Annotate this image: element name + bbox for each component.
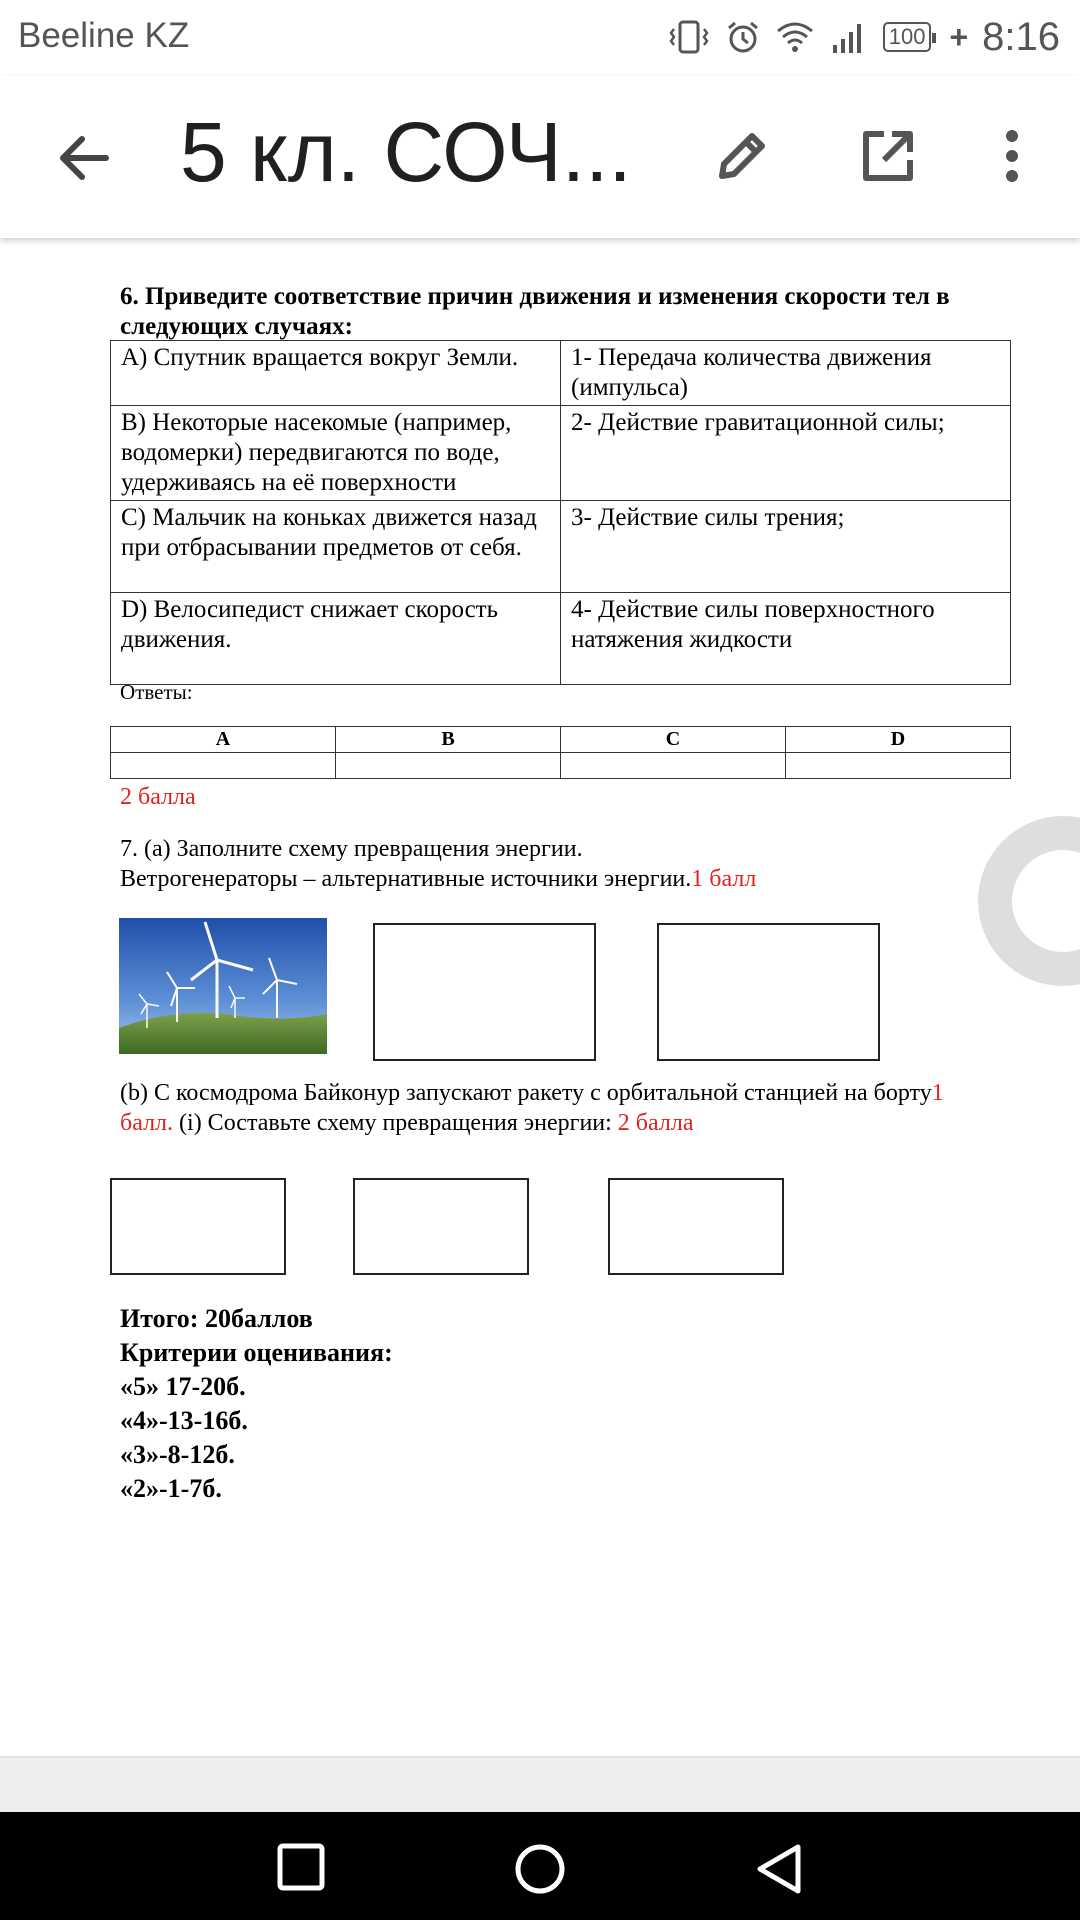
table-row bbox=[111, 501, 1011, 593]
charging-plus-icon: + bbox=[949, 18, 969, 55]
q7b-points1: 1 балл. bbox=[120, 1080, 944, 1136]
q6-points: 2 балла bbox=[120, 784, 196, 810]
total-points: Итого: 20баллов bbox=[120, 1304, 313, 1333]
answer-header: C bbox=[561, 727, 786, 753]
q7b-text2: (i) Составьте схему превращения энергии: bbox=[173, 1110, 618, 1136]
answer-cell bbox=[561, 753, 786, 779]
answer-cell bbox=[111, 753, 336, 779]
q7a-line2: Ветрогенераторы – альтернативные источники энергии. bbox=[120, 866, 692, 892]
match-right-cell: 1- Передача количества движения (импульса) bbox=[561, 341, 1011, 406]
match-left-cell: A) Спутник вращается вокруг Земли. bbox=[111, 341, 561, 406]
home-circle-icon[interactable] bbox=[513, 1842, 567, 1896]
answer-cell bbox=[336, 753, 561, 779]
criteria-title: Критерии оценивания: bbox=[120, 1338, 393, 1367]
alarm-icon bbox=[725, 19, 761, 55]
energy-scheme-box-b2 bbox=[353, 1178, 529, 1275]
matching-table bbox=[110, 340, 1011, 685]
q7a-points: 1 балл bbox=[691, 866, 757, 892]
carrier-name: Beeline KZ bbox=[18, 16, 190, 55]
page-bottom-gutter bbox=[0, 1756, 1080, 1812]
criteria-item: «5» 17-20б. bbox=[120, 1372, 246, 1401]
match-left-cell: C) Мальчик на коньках движется назад при отбрасывании предметов от себя. bbox=[111, 501, 561, 593]
answers-table bbox=[110, 726, 1011, 779]
match-right-cell: 3- Действие силы трения; bbox=[561, 501, 1011, 593]
match-left-cell: D) Велосипедист снижает скорость движения. bbox=[111, 593, 561, 685]
back-arrow-icon[interactable] bbox=[52, 126, 116, 190]
table-row bbox=[111, 593, 1011, 685]
battery-icon: 100 bbox=[883, 22, 932, 52]
criteria-item: «3»-8-12б. bbox=[120, 1440, 235, 1469]
criteria-item: «4»-13-16б. bbox=[120, 1406, 248, 1435]
table-row bbox=[111, 753, 1011, 779]
energy-scheme-box-b1 bbox=[110, 1178, 286, 1275]
document-title: 5 кл. СОЧ... bbox=[180, 105, 632, 199]
question-7a bbox=[120, 834, 1020, 894]
wind-turbines-image bbox=[119, 918, 327, 1054]
q7b-points2: 2 балла bbox=[617, 1110, 694, 1136]
answers-label: Ответы: bbox=[120, 680, 193, 704]
question-6-title: 6. Приведите соответствие причин движения и изменения скорости тел в следующих случаях: bbox=[120, 283, 950, 340]
status-icons bbox=[667, 12, 1060, 62]
app-bar bbox=[0, 76, 1080, 238]
match-right-cell: 2- Действие гравитационной силы; bbox=[561, 406, 1011, 501]
open-external-icon[interactable] bbox=[856, 124, 920, 188]
table-row bbox=[111, 406, 1011, 501]
match-right-cell: 4- Действие силы поверхностного натяжения жидкости bbox=[561, 593, 1011, 685]
q7a-line2-wrap bbox=[120, 864, 1020, 894]
criteria-item: «2»-1-7б. bbox=[120, 1474, 222, 1503]
answer-header: D bbox=[786, 727, 1011, 753]
more-vert-icon[interactable] bbox=[988, 124, 1036, 188]
vibrate-icon bbox=[667, 19, 711, 55]
answer-header: A bbox=[111, 727, 336, 753]
recents-square-icon[interactable] bbox=[276, 1842, 326, 1892]
energy-scheme-box-b3 bbox=[608, 1178, 784, 1275]
status-bar bbox=[0, 0, 1080, 76]
answer-cell bbox=[786, 753, 1011, 779]
energy-scheme-box-a2 bbox=[373, 923, 596, 1061]
document-page[interactable] bbox=[0, 238, 1080, 1756]
question-7b bbox=[120, 1078, 1000, 1138]
q7b-text1: (b) С космодрома Байконур запускают ракету с орбитальной станцией на борту bbox=[120, 1080, 932, 1106]
edit-pencil-icon[interactable] bbox=[710, 124, 774, 188]
table-row bbox=[111, 341, 1011, 406]
signal-icon bbox=[829, 19, 869, 55]
grading-criteria bbox=[120, 1302, 393, 1506]
q7a-line1: 7. (a) Заполните схему превращения энергии. bbox=[120, 836, 583, 862]
answer-header: B bbox=[336, 727, 561, 753]
system-nav-bar bbox=[0, 1812, 1080, 1920]
wifi-icon bbox=[775, 19, 815, 55]
energy-scheme-box-a3 bbox=[657, 923, 880, 1061]
back-triangle-icon[interactable] bbox=[754, 1842, 804, 1896]
table-row bbox=[111, 727, 1011, 753]
match-left-cell: B) Некоторые насекомые (например, водомерки) передвигаются по воде, удерживаясь на её поверхности bbox=[111, 406, 561, 501]
status-time: 8:16 bbox=[982, 14, 1060, 59]
